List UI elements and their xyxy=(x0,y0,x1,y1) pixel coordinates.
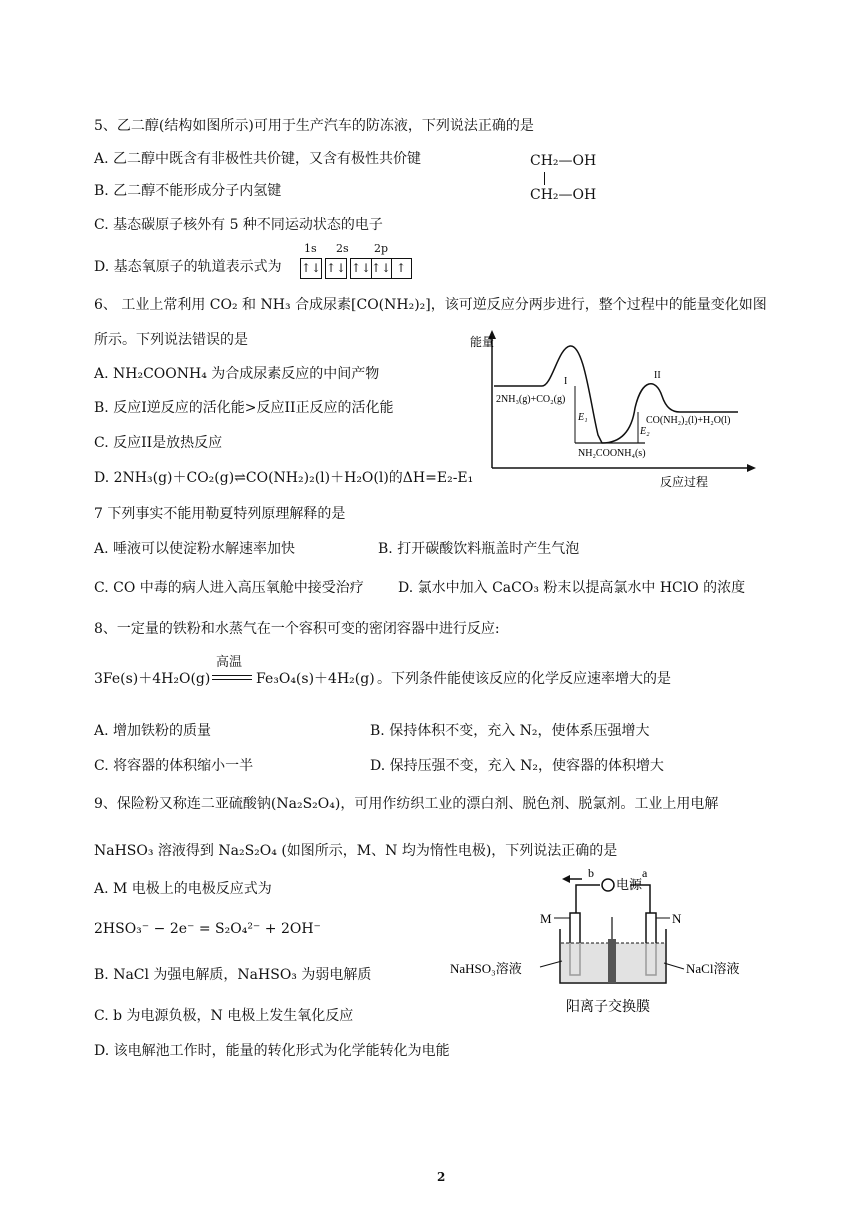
peak-1-label: I xyxy=(564,376,568,387)
page-number: 2 xyxy=(437,1170,446,1184)
q6-option-a: A. NH₂COONH₄ 为合成尿素反应的中间产物 xyxy=(94,366,380,382)
q8-equation-left: 3Fe(s)＋4H₂O(g) xyxy=(94,671,211,687)
q9-option-c: C. b 为电源负极，N 电极上发生氧化反应 xyxy=(94,1008,354,1024)
q9-stem-line-1: 9、保险粉又称连二亚硫酸钠(Na₂S₂O₄)，可用作纺织工业的漂白剂、脱色剂、脱氯剂。工业上用电解 xyxy=(94,796,719,812)
structure-bond xyxy=(544,172,545,185)
right-solution-leader xyxy=(664,963,684,969)
orbital-box-2p-3: ↑ xyxy=(391,258,412,279)
q8-option-a: A. 增加铁粉的质量 xyxy=(94,723,212,739)
power-label: 电源 xyxy=(616,877,643,892)
terminal-b-label: b xyxy=(588,866,594,880)
q9-option-d: D. 该电解池工作时，能量的转化形式为化学能转化为电能 xyxy=(94,1043,450,1059)
q8-option-d: D. 保持压强不变，充入 N₂，使容器的体积增大 xyxy=(370,758,664,774)
q6-stem-line-2: 所示。下列说法错误的是 xyxy=(94,332,248,348)
orbital-box-2s: ↑↓ xyxy=(325,258,347,279)
orbital-box-1s: ↑↓ xyxy=(300,258,322,279)
e1-label: E₁ xyxy=(578,412,588,423)
q8-stem: 8、一定量的铁粉和水蒸气在一个容积可变的密闭容器中进行反应: xyxy=(94,621,500,637)
energy-diagram xyxy=(470,330,770,490)
peak-2-label: II xyxy=(654,370,661,381)
q8-equation-tail: 。下列条件能使该反应的化学反应速率增大的是 xyxy=(377,671,671,687)
equals-line-top xyxy=(212,675,252,676)
q9-option-b: B. NaCl 为强电解质，NaHSO₃ 为弱电解质 xyxy=(94,967,372,983)
q5-option-b: B. 乙二醇不能形成分子内氢键 xyxy=(94,183,282,199)
wire-left xyxy=(576,885,600,915)
q7-stem: 7 下列事实不能用勒夏特列原理解释的是 xyxy=(94,506,346,522)
energy-x-label: 反应过程 xyxy=(660,475,709,489)
terminal-a-label: a xyxy=(642,866,648,880)
q9-option-a-line-1: A. M 电极上的电极反应式为 xyxy=(94,881,272,897)
left-solution-leader xyxy=(540,961,562,967)
power-source-icon xyxy=(602,879,614,891)
intermediate-label: NH₂COONH₄(s) xyxy=(578,448,646,459)
q8-equation-right: Fe₃O₄(s)＋4H₂(g) xyxy=(256,671,375,687)
energy-y-label: 能量 xyxy=(470,335,495,349)
q5-option-c: C. 基态碳原子核外有 5 种不同运动状态的电子 xyxy=(94,217,383,233)
reactants-label: 2NH₃(g)+CO₂(g) xyxy=(496,394,566,405)
orbital-label-2p: 2p xyxy=(374,242,389,255)
q6-option-d: D. 2NH₃(g)＋CO₂(g)⇌CO(NH₂)₂(l)＋H₂O(l)的ΔH=E₂-E₁ xyxy=(94,470,474,486)
orbital-label-1s: 1s xyxy=(304,242,317,255)
q7-option-b: B. 打开碳酸饮料瓶盖时产生气泡 xyxy=(378,541,580,557)
membrane-label: 阳离子交换膜 xyxy=(566,1000,650,1015)
orbital-box-2p-2: ↑↓ xyxy=(371,258,392,279)
membrane xyxy=(608,939,616,983)
structure-line-1: CH₂—OH xyxy=(530,153,597,169)
q6-option-c: C. 反应II是放热反应 xyxy=(94,435,223,451)
energy-axis-x-arrow xyxy=(747,464,756,472)
q6-stem-line-1: 6、 工业上常利用 CO₂ 和 NH₃ 合成尿素[CO(NH₂)₂]，该可逆反应分两步进行，整个过程中的能量变化如图 xyxy=(94,297,767,313)
q6-option-b: B. 反应I逆反应的活化能>反应II正反应的活化能 xyxy=(94,400,394,416)
equals-line-bottom xyxy=(212,679,252,680)
electrode-n-label: N xyxy=(672,911,682,926)
current-arrow-head xyxy=(562,875,570,883)
q5-option-a: A. 乙二醇中既含有非极性共价键，又含有极性共价键 xyxy=(94,151,422,167)
q5-stem: 5、乙二醇(结构如图所示)可用于生产汽车的防冻液，下列说法正确的是 xyxy=(94,118,534,134)
q7-option-d: D. 氯水中加入 CaCO₃ 粉末以提高氯水中 HClO 的浓度 xyxy=(398,580,746,596)
left-solution-label: NaHSO₃溶液 xyxy=(450,961,522,976)
structure-line-2: CH₂—OH xyxy=(530,187,597,203)
q9-option-a-line-2: 2HSO₃⁻ − 2e⁻ = S₂O₄²⁻ + 2OH⁻ xyxy=(94,921,321,937)
q8-option-b: B. 保持体积不变，充入 N₂，使体系压强增大 xyxy=(370,723,650,739)
electrode-m-label: M xyxy=(540,911,552,926)
q9-stem-line-2: NaHSO₃ 溶液得到 Na₂S₂O₄ (如图所示，M、N 均为惰性电极)，下列说法正确的是 xyxy=(94,843,618,859)
electrolysis-diagram xyxy=(450,865,780,1020)
q8-condition: 高温 xyxy=(216,655,243,670)
products-label: CO(NH₂)₂(l)+H₂O(l) xyxy=(646,415,731,426)
q8-option-c: C. 将容器的体积缩小一半 xyxy=(94,758,254,774)
q7-option-c: C. CO 中毒的病人进入高压氧舱中接受治疗 xyxy=(94,580,364,596)
e2-label: E₂ xyxy=(640,426,650,437)
q5-option-d: D. 基态氧原子的轨道表示式为 xyxy=(94,259,282,275)
orbital-box-2p-1: ↑↓ xyxy=(350,258,372,279)
right-solution-label: NaCl溶液 xyxy=(686,961,740,976)
q7-option-a: A. 唾液可以使淀粉水解速率加快 xyxy=(94,541,296,557)
orbital-diagram xyxy=(300,242,420,282)
orbital-label-2s: 2s xyxy=(336,242,349,255)
